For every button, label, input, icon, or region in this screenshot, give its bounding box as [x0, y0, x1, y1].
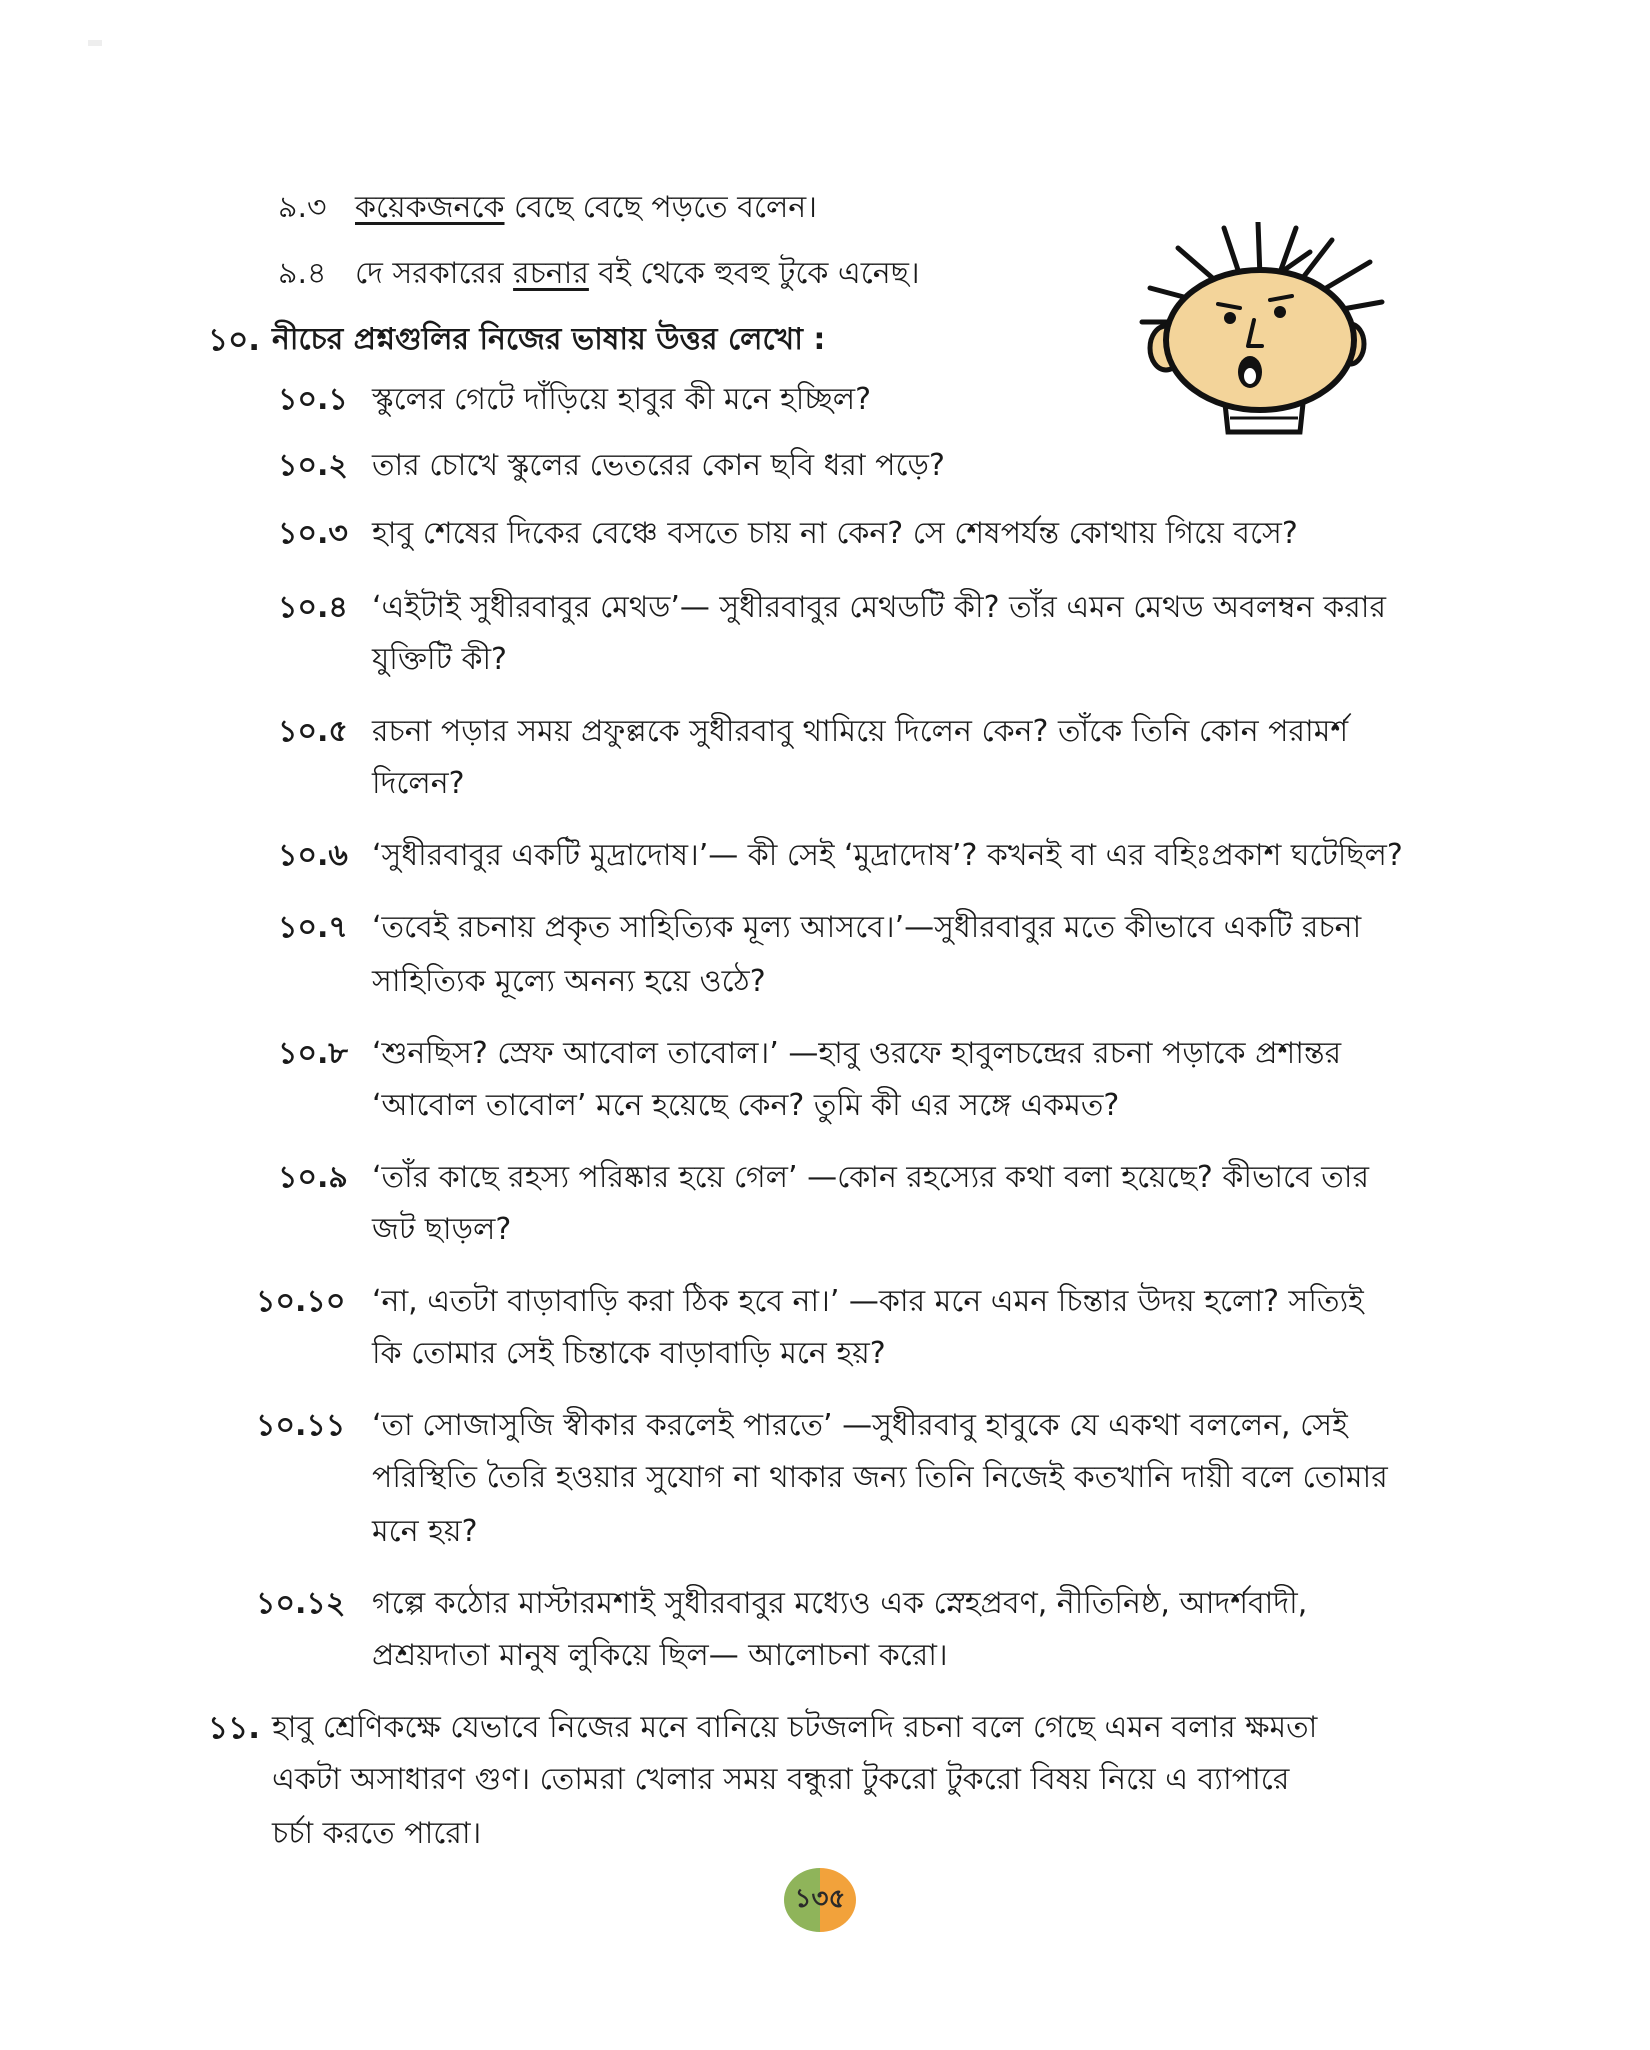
- underlined-word: কয়েকজনকে: [355, 190, 505, 225]
- paragraph-line: চর্চা করতে পারো।: [272, 1816, 482, 1851]
- item-line: তার চোখে স্কুলের ভেতরের কোন ছবি ধরা পড়ে?: [372, 448, 945, 483]
- item-text-9-3: কয়েকজনকে বেছে বেছে পড়তে বলেন।: [355, 190, 817, 225]
- item-line: মনে হয়?: [372, 1514, 478, 1549]
- item-line: প্রশ্রয়দাতা মানুষ লুকিয়ে ছিল— আলোচনা করো।: [372, 1638, 948, 1673]
- item-number: ১০.৬: [278, 838, 348, 873]
- item-line: পরিস্থিতি তৈরি হওয়ার সুযোগ না থাকার জন্য তিনি নিজেই কতখানি দায়ী বলে তোমার: [372, 1460, 1388, 1495]
- item-line: ‘এইটাই সুধীরবাবুর মেথড’— সুধীরবাবুর মেথডটি কী? তাঁর এমন মেথড অবলম্বন করার: [372, 590, 1386, 625]
- item-line: দিলেন?: [372, 766, 465, 801]
- item-number: ১০.৮: [278, 1036, 348, 1071]
- boy-face-illustration: [1120, 222, 1405, 462]
- item-line: ‘তা সোজাসুজি স্বীকার করলেই পারতে’ —সুধীরবাবু হাবুকে যে একথা বললেন, সেই: [372, 1408, 1348, 1443]
- item-line: কি তোমার সেই চিন্তাকে বাড়াবাড়ি মনে হয়?: [372, 1336, 886, 1371]
- item-number: ১০.১০: [256, 1284, 346, 1319]
- item-line: হাবু শেষের দিকের বেঞ্চে বসতে চায় না কেন? সে শেষপর্যন্ত কোথায় গিয়ে বসে?: [372, 516, 1298, 551]
- item-line: গল্পে কঠোর মাস্টারমশাই সুধীরবাবুর মধ্যেও এক স্নেহপ্রবণ, নীতিনিষ্ঠ, আদর্শবাদী,: [372, 1586, 1308, 1621]
- page-number-badge: [784, 1868, 856, 1932]
- item-number: ১০.২: [278, 448, 348, 483]
- item-number: ১০.৩: [278, 516, 348, 551]
- paragraph-line: হাবু শ্রেণিকক্ষে যেভাবে নিজের মনে বানিয়ে চটজলদি রচনা বলে গেছে এমন বলার ক্ষমতা: [272, 1710, 1318, 1745]
- item-line: ‘শুনছিস? স্রেফ আবোল তাবোল।’ —হাবু ওরফে হাবুলচন্দ্রের রচনা পড়াকে প্রশান্তর: [372, 1036, 1342, 1071]
- scan-mark: [88, 40, 102, 46]
- item-text-9-4: দে সরকারের রচনার বই থেকে হুবহু টুকে এনেছ।: [355, 256, 920, 291]
- item-number-9-4: ৯.৪: [278, 256, 327, 291]
- item-line: ‘তাঁর কাছে রহস্য পরিষ্কার হয়ে গেল’ —কোন রহস্যের কথা বলা হয়েছে? কীভাবে তার: [372, 1160, 1369, 1195]
- question-number-11: ১১.: [208, 1710, 261, 1746]
- item-number: ১০.১: [278, 382, 348, 417]
- paragraph-line: একটা অসাধারণ গুণ। তোমরা খেলার সময় বন্ধুরা টুকরো টুকরো বিষয় নিয়ে এ ব্যাপারে: [272, 1762, 1290, 1797]
- item-line: ‘আবোল তাবোল’ মনে হয়েছে কেন? তুমি কী এর সঙ্গে একমত?: [372, 1088, 1120, 1123]
- item-number: ১০.৫: [278, 714, 348, 749]
- item-line: জট ছাড়ল?: [372, 1212, 512, 1247]
- item-line: ‘না, এতটা বাড়াবাড়ি করা ঠিক হবে না।’ —কার মনে এমন চিন্তার উদয় হলো? সত্যিই: [372, 1284, 1364, 1319]
- item-line: সাহিত্যিক মূল্যে অনন্য হয়ে ওঠে?: [372, 964, 766, 999]
- item-number-9-3: ৯.৩: [278, 190, 327, 225]
- question-number-10: ১০.: [208, 322, 261, 358]
- item-number: ১০.৪: [278, 590, 348, 625]
- item-number: ১০.৯: [278, 1160, 348, 1195]
- underlined-word: রচনার: [513, 256, 589, 291]
- item-number: ১০.১১: [256, 1408, 346, 1443]
- item-line: স্কুলের গেটে দাঁড়িয়ে হাবুর কী মনে হচ্ছিল?: [372, 382, 872, 417]
- item-line: ‘সুধীরবাবুর একটি মুদ্রাদোষ।’— কী সেই ‘মুদ্রাদোষ’? কখনই বা এর বহিঃপ্রকাশ ঘটেছিল?: [372, 838, 1403, 873]
- item-line: ‘তবেই রচনায় প্রকৃত সাহিত্যিক মূল্য আসবে।’—সুধীরবাবুর মতে কীভাবে একটি রচনা: [372, 910, 1362, 945]
- item-number: ১০.১২: [256, 1586, 346, 1621]
- page-number: ১৩৫: [794, 1884, 846, 1914]
- item-line: রচনা পড়ার সময় প্রফুল্লকে সুধীরবাবু থামিয়ে দিলেন কেন? তাঁকে তিনি কোন পরামর্শ: [372, 714, 1349, 749]
- question-heading-10: নীচের প্রশ্নগুলির নিজের ভাষায় উত্তর লেখো :: [272, 322, 826, 357]
- item-line: যুক্তিটি কী?: [372, 642, 507, 677]
- item-number: ১০.৭: [278, 910, 348, 945]
